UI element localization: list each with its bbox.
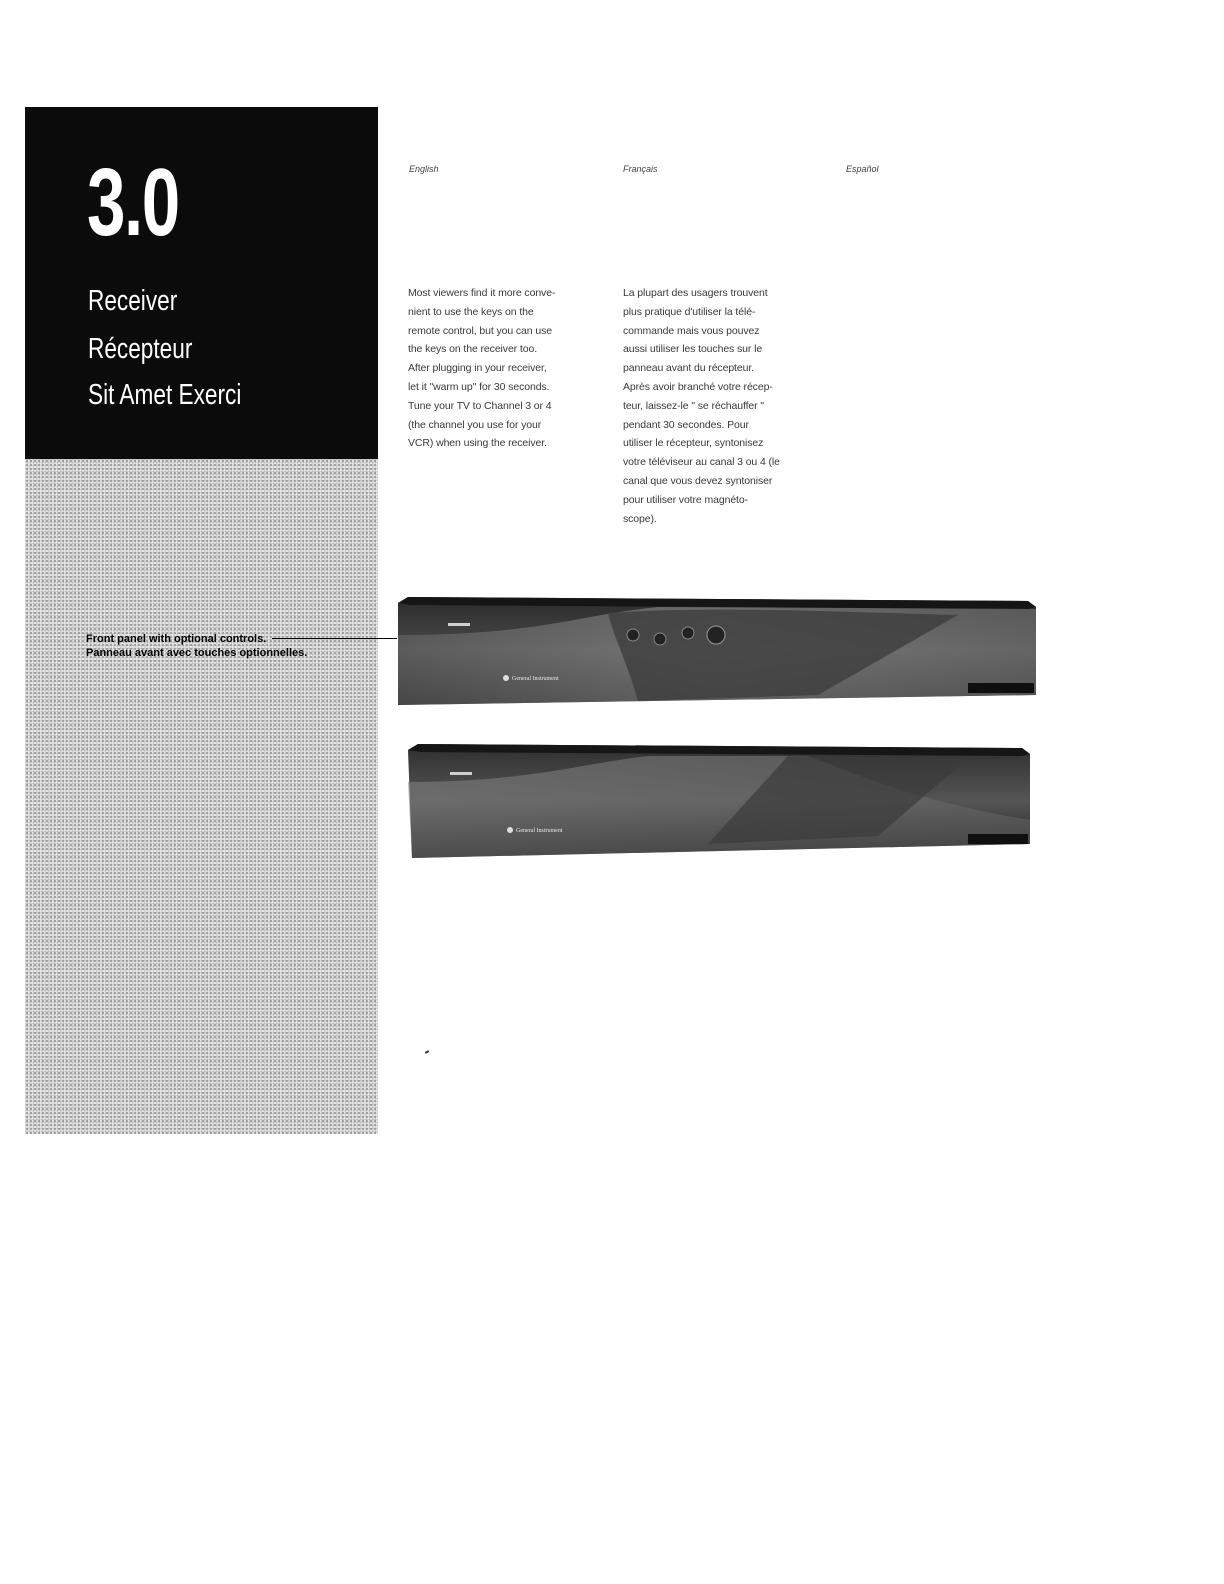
halftone-sidebar	[25, 459, 378, 1134]
french-line: pour utiliser votre magnéto-	[623, 493, 749, 506]
language-header-spanish: Español	[846, 164, 879, 174]
chapter-title-english: Receiver	[88, 285, 178, 317]
chapter-title-spanish: Sit Amet Exerci	[88, 379, 242, 411]
french-line: aussi utiliser les touches sur le	[623, 343, 763, 356]
brand-logo-bottom: General Instrument	[516, 828, 563, 834]
french-line: Après avoir branché votre récep-	[623, 380, 773, 393]
chapter-number: 3.0	[87, 149, 179, 256]
brand-logo-top: General Instrument	[512, 676, 559, 682]
french-line: utiliser le récepteur, syntonisez	[623, 437, 764, 450]
language-header-english: English	[409, 164, 439, 174]
callout-english: Front panel with optional controls.	[86, 633, 267, 645]
english-line: remote control, but you can use	[408, 324, 552, 337]
chapter-title-french: Récepteur	[88, 333, 193, 365]
french-line: panneau avant du récepteur.	[623, 362, 754, 375]
english-line: the keys on the receiver too.	[408, 343, 538, 356]
french-line: teur, laissez-le " se réchauffer "	[623, 399, 765, 412]
english-line: let it "warm up" for 30 seconds.	[408, 380, 550, 393]
callout-french: Panneau avant avec touches optionnelles.	[86, 647, 308, 659]
language-header-french: Français	[623, 164, 658, 174]
english-column	[408, 284, 596, 453]
english-line: After plugging in your receiver,	[408, 362, 547, 375]
english-line: Tune your TV to Channel 3 or 4	[408, 399, 552, 412]
french-line: canal que vous devez syntoniser	[623, 474, 773, 487]
receiver-without-controls-image	[408, 740, 1030, 862]
french-line: commande mais vous pouvez	[623, 324, 760, 337]
english-line: Most viewers find it more conve-	[408, 287, 556, 299]
french-line: La plupart des usagers trouvent	[623, 287, 768, 299]
english-line: nient to use the keys on the	[408, 305, 534, 318]
stray-mark	[425, 1050, 429, 1054]
french-line: scope).	[623, 512, 657, 525]
chapter-header	[25, 107, 378, 459]
french-line: plus pratique d'utiliser la télé-	[623, 305, 756, 318]
english-line: (the channel you use for your	[408, 418, 542, 431]
french-column	[623, 284, 811, 528]
english-line: VCR) when using the receiver.	[408, 437, 547, 450]
callout-leader-line	[272, 638, 397, 639]
french-line: votre téléviseur au canal 3 ou 4 (le	[623, 456, 780, 469]
french-line: pendant 30 secondes. Pour	[623, 418, 749, 431]
receiver-with-controls-image	[398, 595, 1036, 715]
image-callout	[86, 632, 356, 660]
